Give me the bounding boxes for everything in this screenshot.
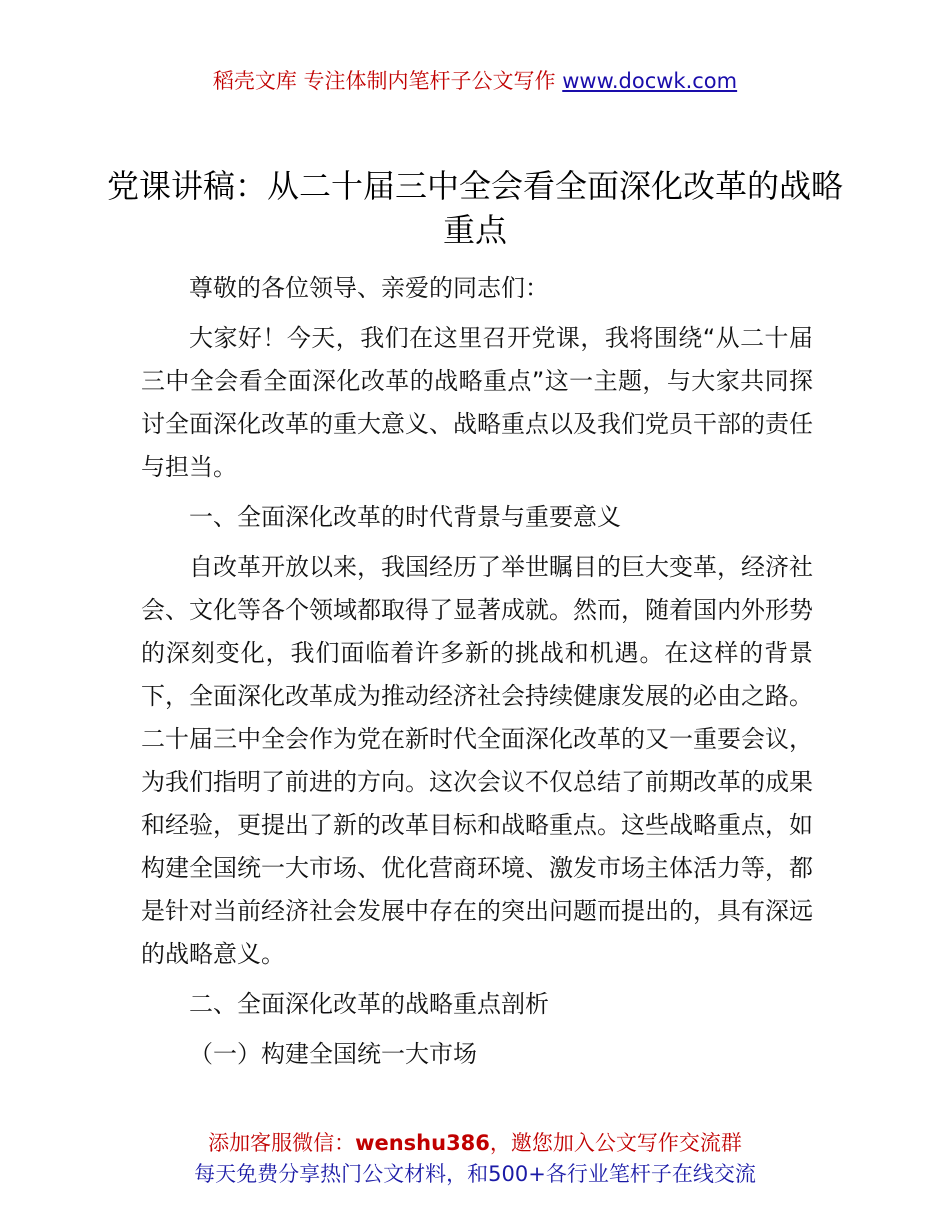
footer-prefix: 添加客服微信： xyxy=(208,1131,356,1155)
document-body xyxy=(141,267,813,1076)
page-header xyxy=(0,66,950,96)
page-footer xyxy=(0,1128,950,1190)
opening-paragraph: 大家好！今天，我们在这里召开党课，我将围绕“从二十届三中全会看全面深化改革的战略重点”这一主题，与大家共同探讨全面深化改革的重大意义、战略重点以及我们党员干部的责任与担当。 xyxy=(141,324,813,481)
section-heading-1: 一、全面深化改革的时代背景与重要意义 xyxy=(189,503,621,531)
subsection-heading-1: （一）构建全国统一大市场 xyxy=(189,1040,477,1068)
footer-suffix: ，邀您加入公文写作交流群 xyxy=(489,1131,742,1155)
section-heading-2: 二、全面深化改革的战略重点剖析 xyxy=(189,990,549,1018)
document-title: 党课讲稿：从二十届三中全会看全面深化改革的战略重点 xyxy=(106,167,843,249)
wechat-id: wenshu386 xyxy=(355,1131,490,1155)
footer-line-2: 每天免费分享热门公文材料，和500+各行业笔杆子在线交流 xyxy=(194,1162,756,1186)
body-paragraph: 自改革开放以来，我国经历了举世瞩目的巨大变革，经济社会、文化等各个领域都取得了显著成就。然而，随着国内外形势的深刻变化，我们面临着许多新的挑战和机遇。在这样的背景下，全面深化改革成为推动经济社会持续健康发展的必由之路。二十届三中全会作为党在新时代全面深化改革的又一重要会议，为我们指明了前进的方向。这次会议不仅总结了前期改革的成果和经验，更提出了新的改革目标和战略重点。这些战略重点，如构建全国统一大市场、优化营商环境、激发市场主体活力等，都是针对当前经济社会发展中存在的突出问题而提出的，具有深远的战略意义。 xyxy=(141,553,813,968)
salutation: 尊敬的各位领导、亲爱的同志们： xyxy=(189,274,549,302)
brand-text: 稻壳文库 专注体制内笔杆子公文写作 xyxy=(212,69,556,93)
website-link[interactable]: www.docwk.com xyxy=(562,69,738,93)
footer-line-1 xyxy=(0,1128,950,1159)
